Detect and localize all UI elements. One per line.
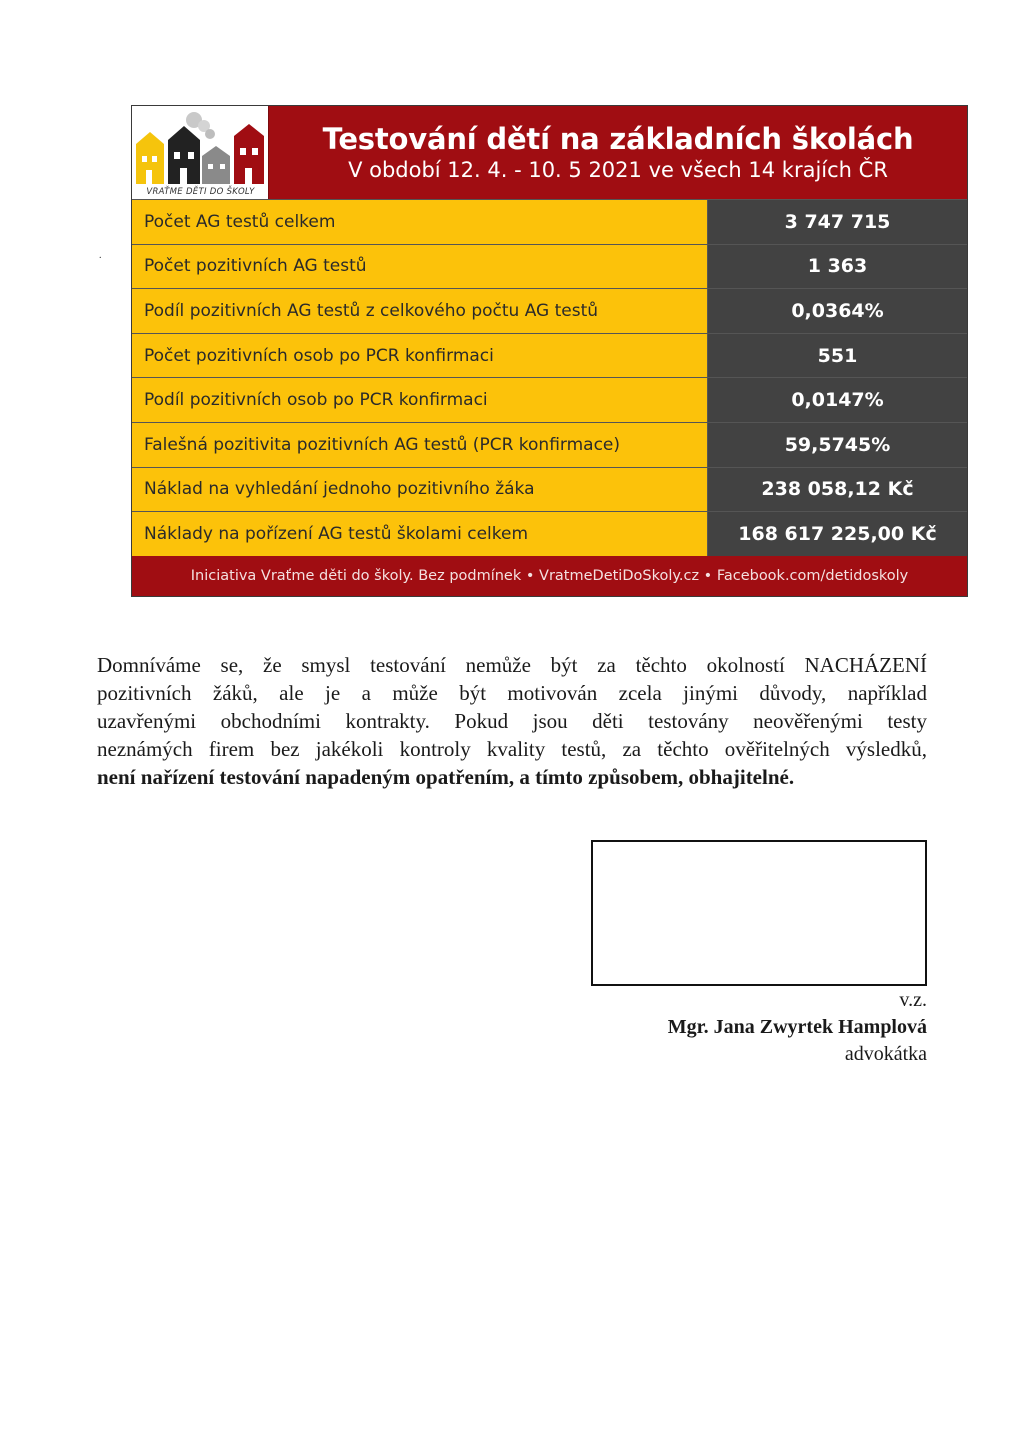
row-value: 59,5745% — [708, 423, 967, 467]
row-value: 0,0147% — [708, 378, 967, 422]
table-row — [132, 333, 967, 378]
paragraph-conclusion: není nařízení testování napadeným opatřením, a tímto způsobem, obhajitelné. — [97, 765, 795, 789]
infographic-banner — [132, 106, 967, 199]
table-row — [132, 288, 967, 333]
infographic-subtitle: V období 12. 4. - 10. 5 2021 ve všech 14 krajích ČR — [348, 158, 888, 182]
initiative-logo — [132, 106, 269, 199]
signature-vz: v.z. — [899, 989, 927, 1011]
row-label: Počet AG testů celkem — [132, 200, 708, 244]
paragraph-line: Domníváme se, že smysl testování nemůže být za těchto okolností NACHÁZENÍ — [97, 653, 927, 677]
row-value: 0,0364% — [708, 289, 967, 333]
table-row — [132, 467, 967, 512]
row-label: Počet pozitivních osob po PCR konfirmaci — [132, 334, 708, 378]
infographic-footer: Iniciativa Vraťme děti do školy. Bez podmínek • VratmeDetiDoSkoly.cz • Facebook.com/detidoskoly — [132, 556, 967, 596]
row-value: 3 747 715 — [708, 200, 967, 244]
statistics-infographic — [131, 105, 968, 597]
paragraph-line: uzavřenými obchodními kontrakty. Pokud jsou děti testovány neověřenými testy — [97, 709, 927, 733]
signatory-role: advokátka — [844, 1043, 927, 1065]
row-value: 551 — [708, 334, 967, 378]
infographic-title: Testování dětí na základních školách — [322, 122, 914, 156]
stray-mark: . — [99, 250, 102, 261]
signatory-name: Mgr. Jana Zwyrtek Hamplová — [667, 1016, 927, 1038]
argument-paragraph — [97, 651, 927, 791]
row-value: 1 363 — [708, 245, 967, 289]
row-label: Náklady na pořízení AG testů školami celkem — [132, 512, 708, 556]
school-houses-icon — [132, 106, 269, 186]
row-label: Podíl pozitivních osob po PCR konfirmaci — [132, 378, 708, 422]
table-row — [132, 199, 967, 244]
table-row — [132, 422, 967, 467]
row-label: Falešná pozitivita pozitivních AG testů (PCR konfirmace) — [132, 423, 708, 467]
row-label: Počet pozitivních AG testů — [132, 245, 708, 289]
paragraph-line: pozitivních žáků, ale je a může být motivován zcela jinými důvody, například — [97, 681, 927, 705]
paragraph-line: neznámých firem bez jakékoli kontroly kvality testů, za těchto ověřitelných výsledků, — [97, 737, 927, 761]
signature-box — [591, 840, 927, 986]
table-row — [132, 377, 967, 422]
row-label: Náklad na vyhledání jednoho pozitivního žáka — [132, 468, 708, 512]
logo-caption: VRAŤME DĚTI DO ŠKOLY — [146, 187, 255, 197]
signature-block — [668, 987, 927, 1068]
row-value: 168 617 225,00 Kč — [708, 512, 967, 556]
row-value: 238 058,12 Kč — [708, 468, 967, 512]
table-row — [132, 511, 967, 556]
statistics-table — [132, 199, 967, 556]
row-label: Podíl pozitivních AG testů z celkového počtu AG testů — [132, 289, 708, 333]
table-row — [132, 244, 967, 289]
